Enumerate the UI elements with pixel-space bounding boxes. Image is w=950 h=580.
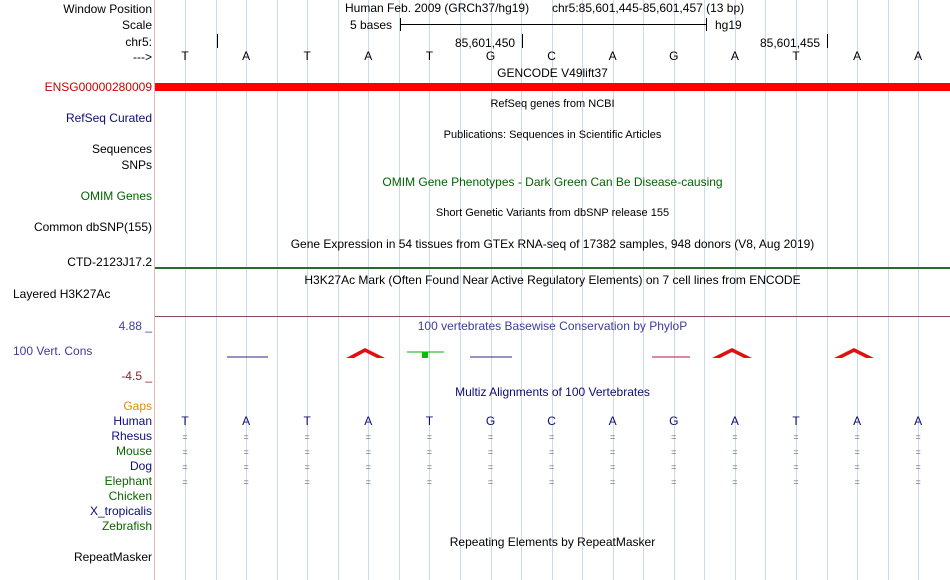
- publications-track-title: Publications: Sequences in Scientific Articles: [443, 129, 662, 141]
- label-repeatmasker[interactable]: RepeatMasker: [73, 550, 152, 564]
- human-base: A: [608, 414, 617, 428]
- human-base: A: [242, 414, 251, 428]
- alignment-match-rhesus: =: [732, 432, 738, 442]
- alignment-match-mouse: =: [854, 447, 860, 457]
- alignment-match-rhesus: =: [610, 432, 616, 442]
- alignment-match-rhesus: =: [854, 432, 860, 442]
- alignment-match-elephant: =: [732, 477, 738, 487]
- alignment-match-dog: =: [671, 462, 677, 472]
- ctd-gene-line[interactable]: [155, 267, 950, 269]
- label-common-dbsnp[interactable]: Common dbSNP(155): [33, 220, 152, 234]
- ruler-base: A: [608, 49, 617, 63]
- label-species-mouse[interactable]: Mouse: [115, 444, 152, 458]
- label-species-dog[interactable]: Dog: [129, 459, 152, 473]
- alignment-match-rhesus: =: [182, 432, 188, 442]
- ruler-base: A: [242, 49, 251, 63]
- scale-bar-left-tick: [400, 18, 401, 31]
- alignment-match-dog: =: [487, 462, 494, 472]
- alignment-match-rhesus: =: [365, 432, 371, 442]
- label-species-human[interactable]: Human: [113, 414, 152, 428]
- dbsnp-track-title: Short Genetic Variants from dbSNP release 155: [435, 207, 670, 219]
- gtex-track-title: Gene Expression in 54 tissues from GTEx RNA-seq of 17382 samples, 948 donors (V8, Aug 2019): [290, 237, 815, 251]
- ruler-position: chr5:85,601,445-85,601,457 (13 bp): [552, 1, 745, 15]
- human-base: T: [181, 414, 189, 428]
- alignment-match-mouse: =: [304, 447, 310, 457]
- ruler-base: T: [425, 49, 434, 63]
- alignment-match-elephant: =: [487, 477, 494, 487]
- ruler-base: T: [181, 49, 189, 63]
- ruler-base: A: [730, 49, 739, 63]
- human-base: T: [425, 414, 434, 428]
- alignment-match-mouse: =: [243, 447, 249, 457]
- alignment-match-elephant: =: [304, 477, 310, 487]
- alignment-match-elephant: =: [243, 477, 249, 487]
- alignment-match-dog: =: [182, 462, 188, 472]
- h3k27ac-track-title: H3K27Ac Mark (Often Found Near Active Regulatory Elements) on 7 cell lines from ENCODE: [304, 273, 801, 287]
- label-layered-h3k27ac[interactable]: Layered H3K27Ac: [13, 287, 111, 301]
- alignment-match-elephant: =: [793, 477, 799, 487]
- gencode-track-title: GENCODE V49lift37: [497, 66, 608, 80]
- ruler-coord-2: 85,601,455: [760, 36, 821, 50]
- multiz-track-title: Multiz Alignments of 100 Vertebrates: [455, 385, 650, 399]
- alignment-match-dog: =: [548, 462, 555, 472]
- alignment-match-mouse: =: [182, 447, 188, 457]
- ruler-base: T: [792, 49, 800, 63]
- alignment-match-dog: =: [793, 462, 799, 472]
- alignment-match-dog: =: [915, 462, 921, 472]
- ruler-base: G: [485, 49, 496, 63]
- alignment-match-mouse: =: [487, 447, 494, 457]
- alignment-match-mouse: =: [732, 447, 738, 457]
- alignment-match-rhesus: =: [426, 432, 433, 442]
- alignment-match-elephant: =: [671, 477, 677, 487]
- alignment-match-elephant: =: [854, 477, 860, 487]
- alignment-match-mouse: =: [915, 447, 921, 457]
- alignment-match-dog: =: [732, 462, 738, 472]
- alignment-match-mouse: =: [548, 447, 555, 457]
- alignment-match-rhesus: =: [243, 432, 249, 442]
- alignment-match-mouse: =: [793, 447, 799, 457]
- ruler-base: A: [364, 49, 373, 63]
- alignment-match-mouse: =: [671, 447, 677, 457]
- human-base: T: [303, 414, 311, 428]
- label-cons-min: -4.5 _: [121, 369, 152, 383]
- ruler-assembly: Human Feb. 2009 (GRCh37/hg19): [345, 1, 530, 15]
- label-gaps[interactable]: Gaps: [123, 399, 152, 413]
- human-base: T: [792, 414, 800, 428]
- alignment-match-rhesus: =: [487, 432, 494, 442]
- scale-db: hg19: [715, 18, 742, 32]
- phylop-peak-3: [834, 348, 874, 358]
- refseq-track-title: RefSeq genes from NCBI: [490, 98, 615, 110]
- omim-track-title: OMIM Gene Phenotypes - Dark Green Can Be Disease-causing: [382, 175, 723, 189]
- alignment-match-rhesus: =: [304, 432, 310, 442]
- label-cons-max: 4.88 _: [118, 319, 152, 333]
- human-base: A: [364, 414, 373, 428]
- ruler-base: C: [547, 49, 556, 63]
- scale-bar-right-tick: [706, 18, 707, 31]
- phylop-peak-2: [712, 348, 752, 358]
- alignment-match-dog: =: [304, 462, 310, 472]
- alignment-match-elephant: =: [182, 477, 188, 487]
- human-base: C: [547, 414, 556, 428]
- label-omim-genes[interactable]: OMIM Genes: [80, 189, 152, 203]
- label-scale[interactable]: Scale: [121, 18, 152, 32]
- ruler-base: G: [669, 49, 679, 63]
- track-labels: [0, 0, 152, 580]
- label-sequences[interactable]: Sequences: [91, 142, 152, 156]
- human-base: G: [669, 414, 679, 428]
- repeatmasker-track-title: Repeating Elements by RepeatMasker: [449, 535, 656, 549]
- human-base: A: [914, 414, 923, 428]
- ruler-tick-coord-2: [827, 34, 828, 48]
- gencode-gene-bar[interactable]: [155, 83, 950, 91]
- h3k27ac-baseline: [155, 316, 950, 317]
- alignment-match-rhesus: =: [793, 432, 799, 442]
- alignment-match-dog: =: [854, 462, 860, 472]
- alignment-match-rhesus: =: [671, 432, 677, 442]
- label-species-zebrafish[interactable]: Zebrafish: [101, 519, 152, 533]
- alignment-match-dog: =: [243, 462, 249, 472]
- scale-bar: [400, 24, 706, 25]
- label-species-rhesus[interactable]: Rhesus: [111, 429, 152, 443]
- ruler-base: T: [303, 49, 311, 63]
- alignment-match-rhesus: =: [915, 432, 921, 442]
- alignment-match-rhesus: =: [548, 432, 555, 442]
- phylop-peak-1: [346, 348, 385, 358]
- human-base: A: [853, 414, 862, 428]
- label-snps[interactable]: SNPs: [121, 158, 152, 172]
- alignment-match-elephant: =: [365, 477, 371, 487]
- phylop-green-block: [422, 352, 428, 358]
- label-strand[interactable]: --->: [133, 50, 152, 64]
- label-window-position[interactable]: Window Position: [63, 2, 152, 16]
- ruler-base: A: [914, 49, 923, 63]
- alignment-match-mouse: =: [365, 447, 371, 457]
- label-100-vert-cons[interactable]: 100 Vert. Cons: [13, 344, 93, 358]
- alignment-match-elephant: =: [426, 477, 433, 487]
- alignment-match-elephant: =: [548, 477, 555, 487]
- alignment-match-dog: =: [365, 462, 371, 472]
- alignment-match-elephant: =: [915, 477, 921, 487]
- label-gene-id[interactable]: ENSG00000280009: [44, 80, 152, 94]
- human-base: G: [485, 414, 496, 428]
- label-species-x-tropicalis[interactable]: X_tropicalis: [89, 504, 152, 518]
- label-chrom[interactable]: chr5:: [125, 35, 152, 49]
- alignment-match-elephant: =: [610, 477, 616, 487]
- alignment-match-mouse: =: [426, 447, 433, 457]
- ruler-coord-1: 85,601,450: [455, 36, 516, 50]
- alignment-match-dog: =: [610, 462, 616, 472]
- browser-image[interactable]: [155, 0, 950, 580]
- ruler-tick-coord-1: [522, 34, 523, 48]
- phylop-track-title: 100 vertebrates Basewise Conservation by PhyloP: [417, 319, 688, 333]
- label-species-chicken[interactable]: Chicken: [108, 489, 152, 503]
- human-base: A: [730, 414, 739, 428]
- label-refseq-curated[interactable]: RefSeq Curated: [65, 111, 152, 125]
- ruler-base: A: [853, 49, 862, 63]
- phylop-signal: [155, 340, 950, 370]
- scale-label: 5 bases: [350, 18, 393, 32]
- alignment-match-mouse: =: [610, 447, 616, 457]
- ruler-tick-first: [217, 34, 218, 48]
- label-species-elephant[interactable]: Elephant: [104, 474, 152, 488]
- label-ctd-gene[interactable]: CTD-2123J17.2: [67, 255, 152, 269]
- alignment-match-dog: =: [426, 462, 433, 472]
